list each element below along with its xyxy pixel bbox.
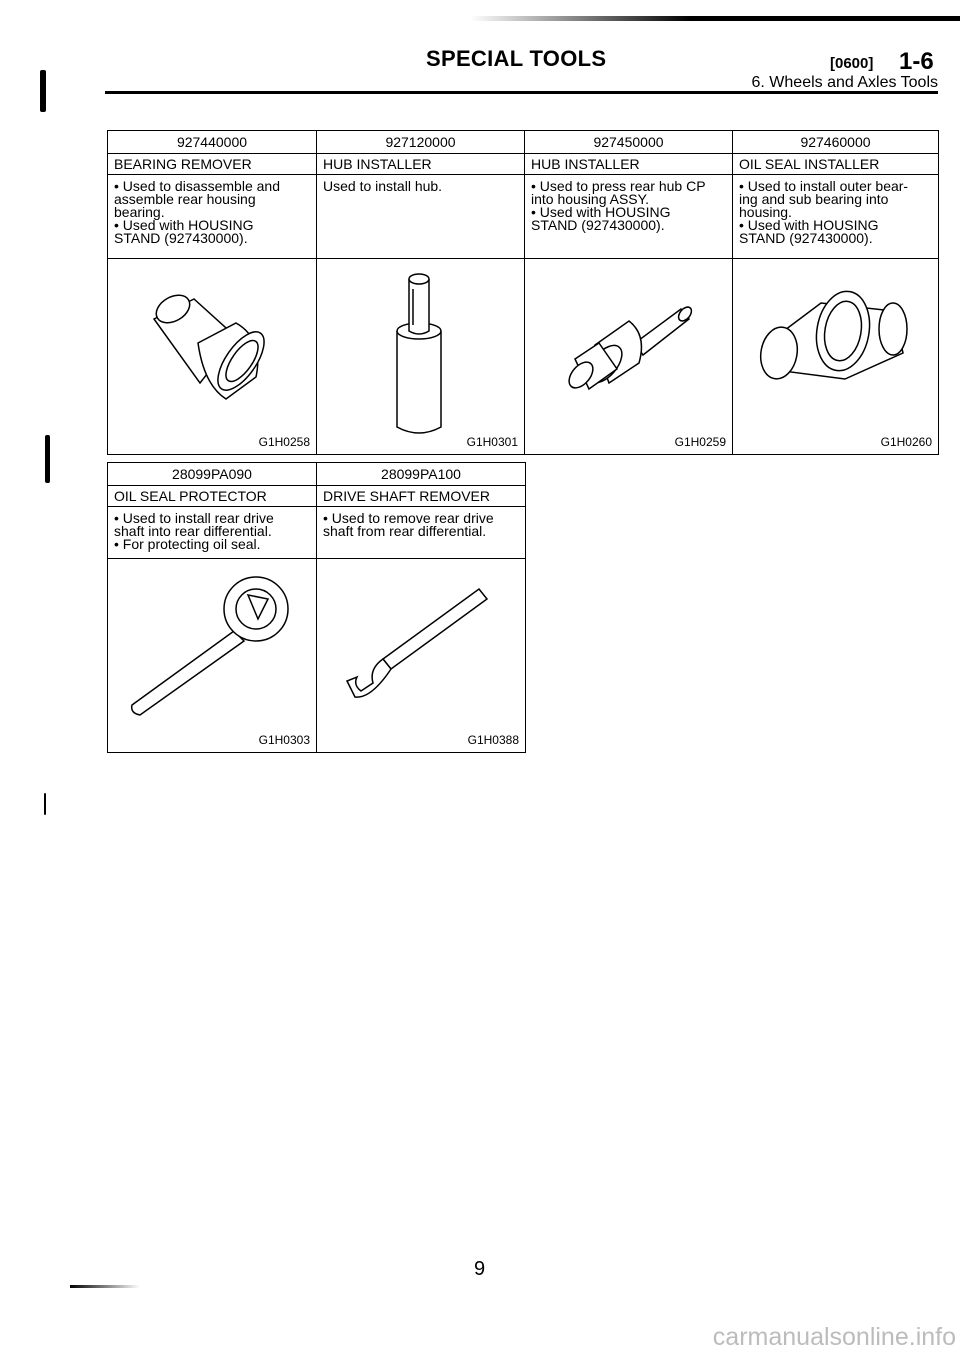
watermark: carmanualsonline.info	[712, 1323, 956, 1351]
tool-description: • Used to install outer bear- ing and sub bearing into housing. • Used with HOUSING STAND (927430000).	[733, 175, 939, 259]
bearing-remover-icon	[108, 259, 317, 455]
tool-number: 927450000	[525, 131, 733, 154]
section-subtitle: 6. Wheels and Axles Tools	[751, 74, 938, 91]
tool-description: • Used to press rear hub CP into housing ASSY. • Used with HOUSING STAND (927430000).	[525, 175, 733, 259]
binder-hole-mark	[44, 793, 46, 815]
figure-code: G1H0260	[880, 435, 932, 449]
oil-seal-installer-icon	[733, 259, 939, 455]
tool-number: 927120000	[317, 131, 525, 154]
oil-seal-protector-icon	[108, 559, 317, 753]
figure-code: G1H0388	[467, 733, 519, 747]
tool-name: HUB INSTALLER	[317, 154, 525, 175]
tool-number: 28099PA090	[108, 463, 317, 486]
tool-illustration	[317, 559, 526, 753]
tool-description: • Used to install rear drive shaft into rear differential. • For protecting oil seal.	[108, 507, 317, 559]
section-page-number: 1-6	[899, 48, 934, 75]
tool-illustration	[733, 259, 939, 455]
page-title: SPECIAL TOOLS	[426, 46, 607, 71]
tool-name: OIL SEAL PROTECTOR	[108, 486, 317, 507]
binder-hole-mark	[40, 70, 46, 112]
tools-table-row1	[107, 130, 939, 455]
tools-table-row2	[107, 462, 526, 753]
section-code: [0600]	[830, 55, 874, 72]
tool-description: Used to install hub.	[317, 175, 525, 259]
figure-code: G1H0259	[674, 435, 726, 449]
scan-artifact-bar	[470, 16, 960, 21]
tool-illustration	[525, 259, 733, 455]
tool-description: • Used to remove rear drive shaft from rear differential.	[317, 507, 526, 559]
tool-name: OIL SEAL INSTALLER	[733, 154, 939, 175]
hub-installer-press-icon	[525, 259, 733, 455]
tool-number: 28099PA100	[317, 463, 526, 486]
figure-code: G1H0258	[258, 435, 310, 449]
tool-name: BEARING REMOVER	[108, 154, 317, 175]
tool-illustration	[108, 559, 317, 753]
tool-description: • Used to disassemble and assemble rear housing bearing. • Used with HOUSING STAND (927430000).	[108, 175, 317, 259]
drive-shaft-remover-icon	[317, 559, 526, 753]
tool-number: 927460000	[733, 131, 939, 154]
tool-name: HUB INSTALLER	[525, 154, 733, 175]
tool-illustration	[108, 259, 317, 455]
binder-hole-mark	[45, 435, 50, 483]
tool-illustration	[317, 259, 525, 455]
tool-number: 927440000	[108, 131, 317, 154]
hub-installer-icon	[317, 259, 525, 455]
figure-code: G1H0303	[258, 733, 310, 747]
header-rule	[105, 91, 938, 94]
figure-code: G1H0301	[466, 435, 518, 449]
tool-name: DRIVE SHAFT REMOVER	[317, 486, 526, 507]
footer-scan-mark	[70, 1285, 140, 1288]
page-number: 9	[474, 1258, 486, 1280]
